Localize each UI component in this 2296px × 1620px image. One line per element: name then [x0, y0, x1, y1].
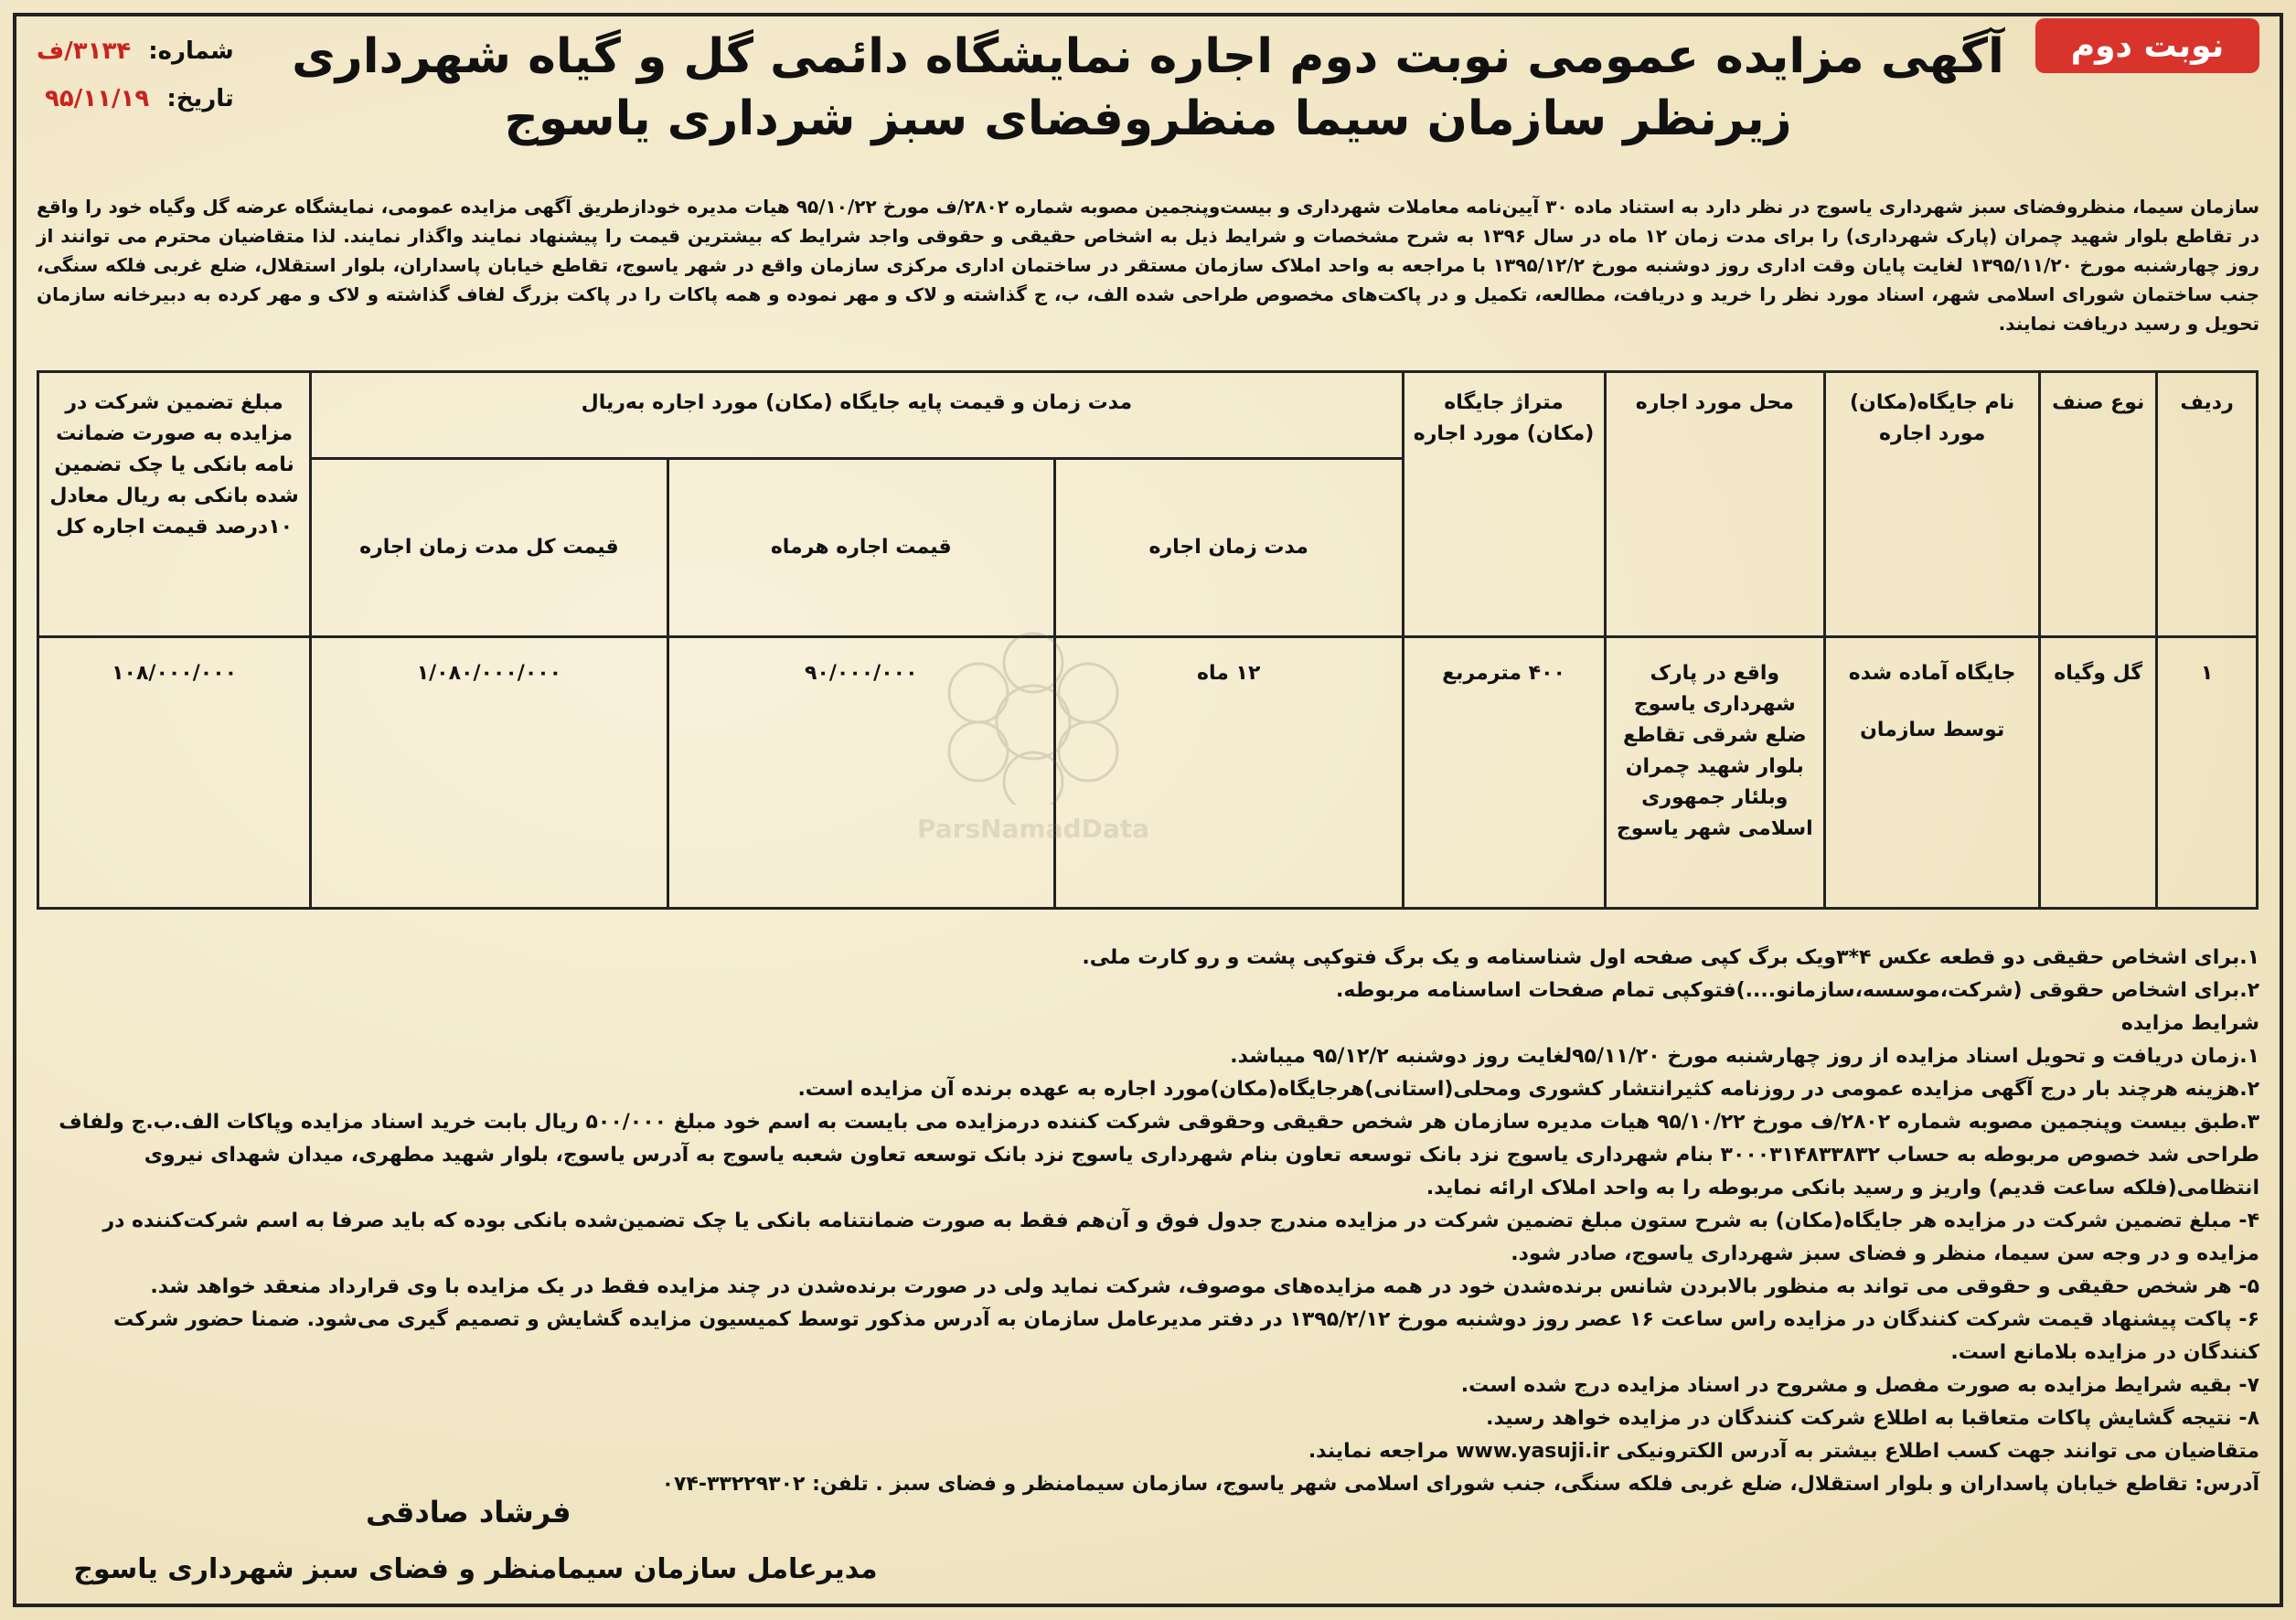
- intro-paragraph: سازمان سیما، منظروفضای سبز شهرداری یاسوج در نظر دارد به استناد ماده ۳۰ آیین‌نامه معاملات شهرداری و بیست‌وپنجمین مصوبه شماره ۲۸۰۲/ف مورخ ۹۵/۱۰/۲۲ هیات مدیره خودازطریق آگهی مزایده عمومی، نمایشگاه عرضه گل وگیاه خود را واقع در تقاطع بلوار شهید چمران (پارک شهرداری) را برای مدت زمان ۱۲ ماه در سال ۱۳۹۶ به شرح مشخصات و شرایط ذیل به اشخاص حقیقی و حقوقی واجد شرایط که بیشترین قیمت را پیشنهاد نمایند واگذار نمایند. لذا متقاضیان محترم می توانند از روز چهارشنبه مورخ ۱۳۹۵/۱۱/۲۰ لغایت پایان وقت اداری روز دوشنبه مورخ ۱۳۹۵/۱۲/۲ با مراجعه به واحد املاک سازمان مستقر در ساختمان اداری مرکزی سازمان واقع در شهر یاسوج، تقاطع خیابان پاسداران، بلوار استقلال، ضلع غربی فلکه سنگی، جنب ساختمان شورای اسلامی شهر، اسناد مورد نظر را خرید و دریافت، مطالعه، تکمیل و در پاکت‌های مخصوص طراحی شده الف، ب، ج گذاشته و لاک و مهر نموده و همه پاکات را در پاکت بزرگ لفاف گذاشته و لاک و مهر کرده به دبیرخانه سازمان تحویل و رسید دریافت نمایند.: [37, 196, 2260, 335]
- number-line: [37, 27, 234, 75]
- conditions-list: [37, 942, 2259, 1501]
- header-monthly-price: قیمت اجاره هرماه: [667, 459, 1054, 637]
- website-line: متقاضیان می توانند جهت کسب اطلاع بیشتر به آدرس الکترونیکی www.yasuji.ir مراجعه نمایند.: [1308, 1440, 2259, 1463]
- signer-name: فرشاد صادقی: [366, 1495, 571, 1529]
- header-location: محل مورد اجاره: [1605, 372, 1825, 637]
- header-duration: مدت زمان اجاره: [1054, 459, 1403, 637]
- header-total-price: قیمت کل مدت زمان اجاره: [311, 459, 667, 637]
- list-item: ۶- پاکت پیشنهاد قیمت شرکت کنندگان در مزایده راس ساعت ۱۶ عصر روز دوشنبه مورخ ۱۳۹۵/۲/۱۲ در دفتر مدیرعامل سازمان به آدرس مذکور توسط کمیسیون مزایده گشایش و تصمیم گیری می‌شود. ضمنا حضور شرکت کنندگان در مزایده بلامانع است.: [113, 1308, 2259, 1364]
- reference-block: [37, 27, 234, 123]
- cell-location: واقع در پارک شهرداری یاسوج ضلع شرقی تقاطع بلوار شهید چمران وبلئار جمهوری اسلامی شهر یاسوج: [1605, 637, 1825, 909]
- header-area: متراژ جایگاه (مکان) مورد اجاره: [1403, 372, 1605, 637]
- watermark-brand: ParsNamadData: [917, 814, 1149, 844]
- header-row-number: ردیف: [2157, 372, 2258, 637]
- cell-row-number: ۱: [2157, 637, 2258, 909]
- watermark: [841, 622, 1225, 914]
- cell-duration: ۱۲ ماه: [1054, 637, 1403, 909]
- header-guarantee: مبلغ تضمین شرکت در مزایده به صورت ضمانت نامه بانکی یا چک تضمین شده بانکی به ریال معادل ۱۰درصد قیمت اجاره کل: [38, 372, 311, 637]
- title-line-1: آگهی مزایده عمومی نوبت دوم اجاره نمایشگاه دائمی گل و گیاه شهرداری: [292, 29, 2004, 84]
- number-label: شماره:: [148, 37, 234, 65]
- place-name-line-1: جایگاه آماده شده: [1848, 662, 2016, 685]
- date-line: [37, 75, 234, 123]
- header-period-group: مدت زمان و قیمت پایه جایگاه (مکان) مورد اجاره به‌ریال: [311, 372, 1403, 459]
- cell-type: گل وگیاه: [2040, 637, 2157, 909]
- list-item: شرایط مزایده: [2120, 1012, 2259, 1035]
- header-place-name: نام جایگاه(مکان) مورد اجاره: [1825, 372, 2040, 637]
- title-line-2: زیرنظر سازمان سیما منظروفضای سبز شرداری یاسوج: [504, 91, 1792, 146]
- list-item: ۲.برای اشخاص حقوقی (شرکت،موسسه،سازمانو....)فتوکپی تمام صفحات اساسنامه مربوطه.: [1335, 979, 2259, 1002]
- cell-monthly-price: ۹۰/۰۰۰/۰۰۰: [667, 637, 1054, 909]
- list-item: ۴- مبلغ تضمین شرکت در مزایده هر جایگاه(مکان) به شرح ستون مبلغ تضمین شرکت در مزایده مندرج جدول فوق و آن‌هم فقط به صورت ضمانتنامه بانکی یا چک تضمین‌شده بانکی بوده که باید صرفا به اسم شرکت‌کننده در مزایده و در وجه سن سیما، منظر و فضای سبز شهرداری یاسوج، صادر شود.: [102, 1210, 2259, 1265]
- address-line: آدرس: تقاطع خیابان پاسداران و بلوار استقلال، ضلع غربی فلکه سنگی، جنب شورای اسلامی شهر یاسوج، سازمان سیمامنظر و فضای سبز . تلفن: ۳۳۲۲۹۳۰۲-۰۷۴: [661, 1473, 2259, 1496]
- list-item: ۷- بقیه شرایط مزایده به صورت مفصل و مشروح در اسناد مزایده درج شده است.: [1460, 1374, 2259, 1397]
- signer-role: مدیرعامل سازمان سیمامنظر و فضای سبز شهرداری یاسوج: [73, 1553, 878, 1585]
- number-value: ۳۱۳۴/ف: [37, 37, 132, 65]
- table-header-row: [38, 372, 2258, 459]
- second-round-badge: نوبت دوم: [2035, 18, 2259, 73]
- list-item: ۱.برای اشخاص حقیقی دو قطعه عکس ۴*۳ویک برگ کپی صفحه اول شناسنامه و یک برگ فتوکپی پشت و رو کارت ملی.: [1082, 946, 2259, 969]
- list-item: ۵- هر شخص حقیقی و حقوقی می تواند به منظور بالابردن شانس برنده‌شدن خود در همه مزایده‌های موصوف، شرکت نماید ولی در صورت برنده‌شدن در چند مزایده فقط در یک مزایده با وی قرارداد منعقد خواهد شد.: [150, 1275, 2259, 1298]
- date-label: تاریخ:: [166, 85, 234, 112]
- watermark-flower-icon: [841, 622, 1225, 805]
- list-item: ۱.زمان دریافت و تحویل اسناد مزایده از روز چهارشنبه مورخ ۹۵/۱۱/۲۰لغایت روز دوشنبه ۹۵/۱۲/۲ میباشد.: [1230, 1045, 2259, 1068]
- announcement-title: [274, 26, 2022, 150]
- signature-block: [64, 1495, 887, 1585]
- list-item: ۲.هزینه هرچند بار درج آگهی مزایده عمومی در روزنامه کثیرانتشار کشوری ومحلی(استانی)هرجایگاه(مکان)مورد اجاره به عهده برنده آن مزایده است.: [797, 1078, 2259, 1101]
- date-value: ۹۵/۱۱/۱۹: [45, 85, 150, 112]
- list-item: ۸- نتیجه گشایش پاکات متعاقبا به اطلاع شرکت کنندگان در مزایده خواهد رسید.: [1486, 1407, 2259, 1430]
- place-name-line-2: توسط سازمان: [1860, 719, 2005, 741]
- header-type: نوع صنف: [2040, 372, 2157, 637]
- cell-total-price: ۱/۰۸۰/۰۰۰/۰۰۰: [311, 637, 667, 909]
- cell-guarantee: ۱۰۸/۰۰۰/۰۰۰: [38, 637, 311, 909]
- cell-area: ۴۰۰ مترمربع: [1403, 637, 1605, 909]
- list-item: ۳.طبق بیست وپنجمین مصوبه شماره ۲۸۰۲/ف مورخ ۹۵/۱۰/۲۲ هیات مدیره سازمان هر شخص حقیقی وحقوقی شرکت کننده درمزایده می بایست به اسم خود مبلغ ۵۰۰/۰۰۰ ریال بابت خرید اسناد مزایده وپاکات الف.ب.ج ولفاف طراحی شد خصوص مربوطه به حساب ۳۰۰۰۳۱۴۸۳۳۸۳۲ بنام شهرداری یاسوج نزد بانک توسعه تعاون بنام شهرداری یاسوج نزد بانک توسعه تعاون شعبه یاسوج به آدرس یاسوج، بلوار شهید مطهری، میدان شهدای نیروی انتظامی(فلکه ساعت قدیم) واریز و رسید بانکی مربوطه را به واحد املاک ارائه نماید.: [59, 1111, 2259, 1199]
- cell-place-name: [1825, 637, 2040, 909]
